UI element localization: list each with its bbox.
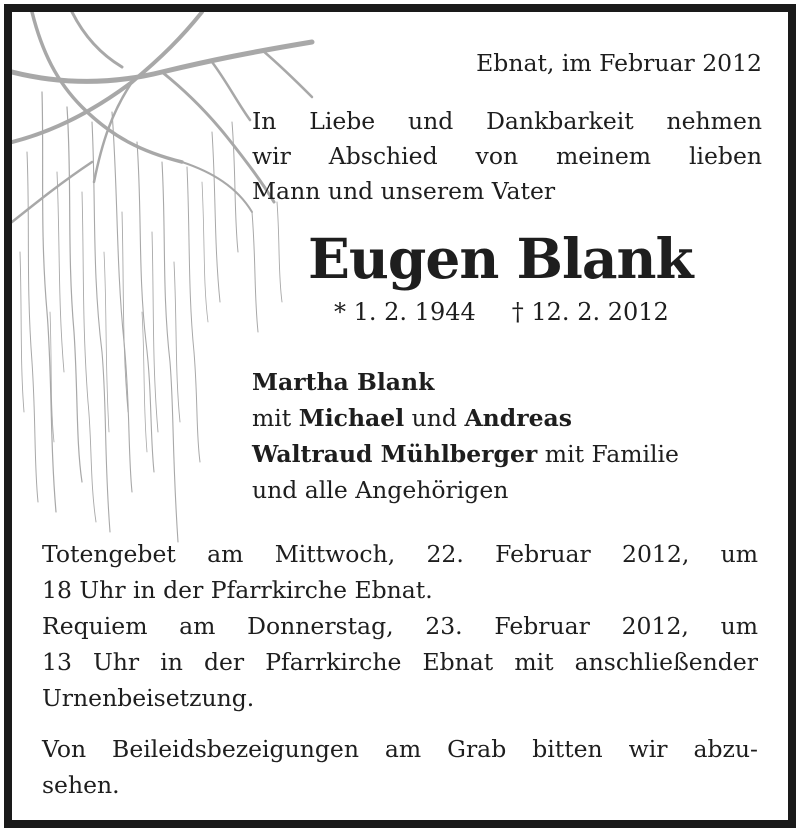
death-date: † 12. 2. 2012 [511, 298, 669, 326]
intro-line: In Liebe und Dankbarkeit nehmen [252, 107, 762, 135]
mourner-text: mit [252, 404, 299, 432]
service-line: Totengebet am Mittwoch, 22. Februar 2012, um [42, 540, 758, 568]
condolence-line: sehen. [42, 771, 120, 799]
intro-line: Mann und unserem Vater [252, 177, 556, 205]
condolence-line: Von Beileidsbezeigungen am Grab bitten wir abzu- [42, 735, 758, 763]
service-line: Urnenbeisetzung. [42, 684, 255, 712]
intro-text [252, 104, 762, 209]
mourner-name: Andreas [464, 404, 572, 432]
notice-content [12, 12, 788, 820]
mourner-text: mit Familie [537, 440, 679, 468]
mourners-list [252, 365, 679, 509]
place-and-date: Ebnat, im Februar 2012 [476, 49, 762, 77]
condolence-note [42, 732, 758, 804]
deceased-name: Eugen Blank [308, 226, 693, 291]
intro-line: wir Abschied von meinem lieben [252, 142, 762, 170]
life-dates [334, 295, 669, 330]
service-line: 13 Uhr in der Pfarrkirche Ebnat mit anschließender [42, 648, 758, 676]
obituary-notice [4, 4, 796, 828]
mourner-line: und alle Angehörigen [252, 476, 509, 504]
mourner-name: Waltraud Mühlberger [252, 440, 538, 468]
mourner-name: Martha Blank [252, 368, 435, 396]
mourner-text: und [404, 404, 465, 432]
mourner-line [252, 437, 679, 473]
mourner-line [252, 365, 679, 401]
birth-date: * 1. 2. 1944 [334, 298, 476, 326]
mourner-line [252, 401, 679, 437]
service-information [42, 537, 758, 717]
mourner-name: Michael [298, 404, 405, 432]
service-line: 18 Uhr in der Pfarrkirche Ebnat. [42, 576, 433, 604]
service-line: Requiem am Donnerstag, 23. Februar 2012, um [42, 612, 758, 640]
